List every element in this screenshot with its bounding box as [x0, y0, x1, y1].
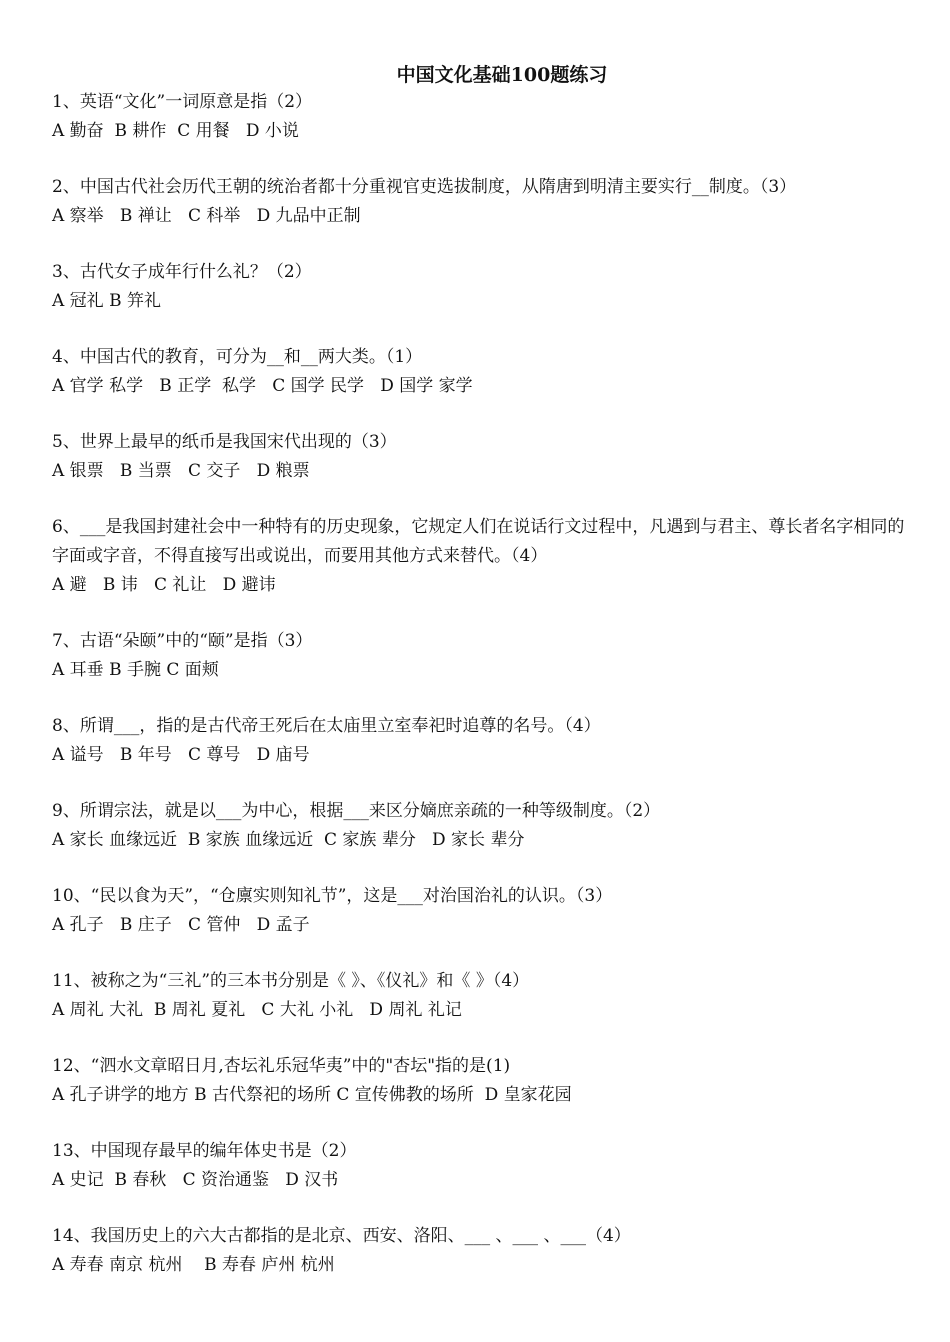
- question-text: 13、中国现存最早的编年体史书是（2）: [52, 1141, 357, 1161]
- question-options: A 史记 B 春秋 C 资治通鉴 D 汉书: [52, 1170, 339, 1190]
- question-text: 3、古代女子成年行什么礼？（2）: [52, 262, 312, 282]
- question-text: 14、我国历史上的六大古都指的是北京、西安、洛阳、___ 、___ 、___（4）: [52, 1226, 631, 1246]
- question-7: [52, 627, 912, 685]
- document-page: [52, 62, 912, 1280]
- question-text: 12、“泗水文章昭日月,杏坛礼乐冠华夷”中的"杏坛"指的是(1): [52, 1056, 511, 1076]
- spacer: [52, 685, 912, 712]
- question-options: A 察举 B 禅让 C 科举 D 九品中正制: [52, 206, 361, 226]
- question-options: A 勤奋 B 耕作 C 用餐 D 小说: [52, 121, 299, 141]
- spacer: [52, 401, 912, 428]
- question-options: A 寿春 南京 杭州 B 寿春 庐州 杭州: [52, 1255, 335, 1275]
- question-6: [52, 513, 912, 600]
- question-text: 4、中国古代的教育，可分为__和__两大类。（1）: [52, 347, 423, 367]
- spacer: [52, 940, 912, 967]
- question-13: [52, 1137, 912, 1195]
- spacer: [52, 316, 912, 343]
- question-options: A 避 B 讳 C 礼让 D 避讳: [52, 575, 276, 595]
- question-options: A 冠礼 B 笄礼: [52, 291, 161, 311]
- question-3: [52, 258, 912, 316]
- question-options: A 周礼 大礼 B 周礼 夏礼 C 大礼 小礼 D 周礼 礼记: [52, 1000, 462, 1020]
- question-text: 9、所谓宗法，就是以___为中心，根据___来区分嫡庶亲疏的一种等级制度。（2）: [52, 801, 661, 821]
- question-14: [52, 1222, 912, 1280]
- question-10: [52, 882, 912, 940]
- question-12: [52, 1052, 912, 1110]
- question-text: 10、“民以食为天”，“仓廪实则知礼节”，这是___对治国治礼的认识。（3）: [52, 886, 613, 906]
- question-2: [52, 173, 912, 231]
- document-title: 中国文化基础100题练习: [396, 64, 608, 86]
- question-options: A 谥号 B 年号 C 尊号 D 庙号: [52, 745, 310, 765]
- question-text: 1、英语“文化”一词原意是指（2）: [52, 92, 313, 112]
- spacer: [52, 146, 912, 173]
- spacer: [52, 770, 912, 797]
- question-options: A 耳垂 B 手腕 C 面颊: [52, 660, 219, 680]
- question-5: [52, 428, 912, 486]
- question-text: 8、所谓___，指的是古代帝王死后在太庙里立室奉祀时追尊的名号。（4）: [52, 716, 601, 736]
- question-text: 5、世界上最早的纸币是我国宋代出现的（3）: [52, 432, 397, 452]
- question-11: [52, 967, 912, 1025]
- question-options: A 孔子讲学的地方 B 古代祭祀的场所 C 宣传佛教的场所 D 皇家花园: [52, 1085, 572, 1105]
- question-options: A 家长 血缘远近 B 家族 血缘远近 C 家族 辈分 D 家长 辈分: [52, 830, 525, 850]
- question-4: [52, 343, 912, 401]
- spacer: [52, 486, 912, 513]
- question-8: [52, 712, 912, 770]
- question-text: 2、中国古代社会历代王朝的统治者都十分重视官吏选拔制度，从隋唐到明清主要实行__制度。（3）: [52, 177, 797, 197]
- spacer: [52, 855, 912, 882]
- question-9: [52, 797, 912, 855]
- question-options: A 孔子 B 庄子 C 管仲 D 孟子: [52, 915, 310, 935]
- spacer: [52, 600, 912, 627]
- spacer: [52, 1025, 912, 1052]
- question-1: [52, 88, 912, 146]
- question-text: 7、古语“朵颐”中的“颐”是指（3）: [52, 631, 313, 651]
- question-options: A 官学 私学 B 正学 私学 C 国学 民学 D 国学 家学: [52, 376, 473, 396]
- question-text: 11、被称之为“三礼”的三本书分别是《 》、《仪礼》和《 》（4）: [52, 971, 530, 991]
- spacer: [52, 231, 912, 258]
- question-options: A 银票 B 当票 C 交子 D 粮票: [52, 461, 310, 481]
- spacer: [52, 1195, 912, 1222]
- spacer: [52, 1110, 912, 1137]
- question-text: 6、___是我国封建社会中一种特有的历史现象，它规定人们在说话行文过程中，凡遇到与君主、尊长者名字相同的字面或字音，不得直接写出或说出，而要用其他方式来替代。（4）: [52, 517, 905, 566]
